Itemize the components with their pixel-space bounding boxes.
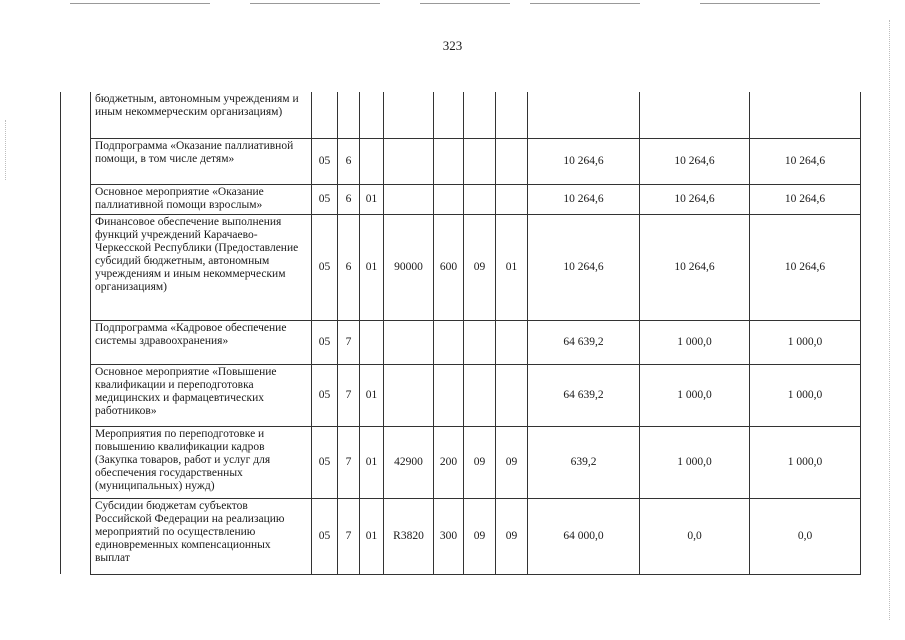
row-name: Подпрограмма «Оказание паллиативной помощи, в том числе детям» xyxy=(91,138,312,184)
code-section: 05 xyxy=(312,184,338,214)
amount-year-1: 10 264,6 xyxy=(528,138,640,184)
scan-artifact-line xyxy=(250,3,380,4)
code-event: 01 xyxy=(360,184,384,214)
row-name: Основное мероприятие «Повышение квалификации и переподготовка медицинских и фармацевтических работников» xyxy=(91,364,312,426)
code-event xyxy=(360,138,384,184)
code-chapter xyxy=(464,138,496,184)
code-subsection xyxy=(496,184,528,214)
code-expense xyxy=(434,320,464,364)
code-subsection xyxy=(496,320,528,364)
code-chapter xyxy=(464,92,496,138)
code-direction xyxy=(384,184,434,214)
budget-table xyxy=(60,92,861,575)
amount-year-2: 1 000,0 xyxy=(640,320,750,364)
code-section: 05 xyxy=(312,364,338,426)
table-row xyxy=(61,364,861,426)
amount-year-3 xyxy=(750,92,861,138)
code-subsection xyxy=(496,92,528,138)
code-expense xyxy=(434,138,464,184)
table-row xyxy=(61,138,861,184)
scan-artifact-line xyxy=(530,3,640,4)
amount-year-2: 1 000,0 xyxy=(640,364,750,426)
code-direction xyxy=(384,320,434,364)
page-number: 323 xyxy=(442,38,463,53)
code-event: 01 xyxy=(360,426,384,498)
row-name: Субсидии бюджетам субъектов Российской Федерации на реализацию мероприятий по осуществлению единовременных компенсационных выплат xyxy=(91,498,312,574)
code-subsection: 09 xyxy=(496,498,528,574)
code-subsection: 01 xyxy=(496,214,528,320)
row-name: Финансовое обеспечение выполнения функций учреждений Карачаево-Черкесской Республики (Предоставление субсидий бюджетным, автономным учреждениям и иным некоммерческим организациям) xyxy=(91,214,312,320)
code-program: 7 xyxy=(338,320,360,364)
amount-year-1: 64 639,2 xyxy=(528,364,640,426)
code-direction: 42900 xyxy=(384,426,434,498)
code-chapter: 09 xyxy=(464,426,496,498)
code-chapter xyxy=(464,184,496,214)
code-direction xyxy=(384,138,434,184)
code-expense: 600 xyxy=(434,214,464,320)
code-section: 05 xyxy=(312,426,338,498)
row-name: бюджетным, автономным учреждениям и иным некоммерческим организациям) xyxy=(91,92,312,138)
code-chapter xyxy=(464,320,496,364)
amount-year-3: 1 000,0 xyxy=(750,320,861,364)
table-row xyxy=(61,214,861,320)
code-event xyxy=(360,92,384,138)
amount-year-1 xyxy=(528,92,640,138)
code-program: 7 xyxy=(338,364,360,426)
code-section: 05 xyxy=(312,214,338,320)
row-margin-cell xyxy=(61,184,91,214)
code-chapter: 09 xyxy=(464,214,496,320)
code-expense xyxy=(434,92,464,138)
code-chapter xyxy=(464,364,496,426)
amount-year-3: 1 000,0 xyxy=(750,426,861,498)
scan-artifact-line xyxy=(420,3,510,4)
code-program: 6 xyxy=(338,184,360,214)
table-row xyxy=(61,92,861,138)
code-expense xyxy=(434,184,464,214)
scan-edge-dots xyxy=(5,120,7,180)
table-row xyxy=(61,426,861,498)
code-subsection xyxy=(496,138,528,184)
code-event: 01 xyxy=(360,214,384,320)
code-expense xyxy=(434,364,464,426)
amount-year-1: 10 264,6 xyxy=(528,214,640,320)
amount-year-3: 10 264,6 xyxy=(750,184,861,214)
code-expense: 200 xyxy=(434,426,464,498)
code-direction xyxy=(384,92,434,138)
scan-edge-dots xyxy=(889,20,891,620)
amount-year-1: 10 264,6 xyxy=(528,184,640,214)
row-margin-cell xyxy=(61,426,91,498)
code-program xyxy=(338,92,360,138)
row-margin-cell xyxy=(61,92,91,138)
amount-year-2: 10 264,6 xyxy=(640,184,750,214)
row-margin-cell xyxy=(61,138,91,184)
row-margin-cell xyxy=(61,320,91,364)
amount-year-1: 64 000,0 xyxy=(528,498,640,574)
table-row xyxy=(61,184,861,214)
row-margin-cell xyxy=(61,364,91,426)
row-name: Мероприятия по переподготовке и повышению квалификации кадров (Закупка товаров, работ и услуг для обеспечения государственных (муниципальных) нужд) xyxy=(91,426,312,498)
code-direction: 90000 xyxy=(384,214,434,320)
code-chapter: 09 xyxy=(464,498,496,574)
code-direction: R3820 xyxy=(384,498,434,574)
code-direction xyxy=(384,364,434,426)
code-event: 01 xyxy=(360,498,384,574)
amount-year-2: 0,0 xyxy=(640,498,750,574)
scan-artifact-line xyxy=(70,3,210,4)
amount-year-2: 10 264,6 xyxy=(640,214,750,320)
row-margin-cell xyxy=(61,498,91,574)
code-subsection: 09 xyxy=(496,426,528,498)
amount-year-1: 639,2 xyxy=(528,426,640,498)
row-name: Основное мероприятие «Оказание паллиативной помощи взрослым» xyxy=(91,184,312,214)
code-section: 05 xyxy=(312,320,338,364)
code-event xyxy=(360,320,384,364)
amount-year-1: 64 639,2 xyxy=(528,320,640,364)
code-expense: 300 xyxy=(434,498,464,574)
code-program: 6 xyxy=(338,138,360,184)
row-margin-cell xyxy=(61,214,91,320)
amount-year-2: 1 000,0 xyxy=(640,426,750,498)
amount-year-3: 0,0 xyxy=(750,498,861,574)
code-program: 6 xyxy=(338,214,360,320)
amount-year-3: 10 264,6 xyxy=(750,214,861,320)
amount-year-3: 10 264,6 xyxy=(750,138,861,184)
code-program: 7 xyxy=(338,426,360,498)
code-event: 01 xyxy=(360,364,384,426)
code-section: 05 xyxy=(312,498,338,574)
amount-year-3: 1 000,0 xyxy=(750,364,861,426)
code-section: 05 xyxy=(312,138,338,184)
table-row xyxy=(61,498,861,574)
scan-artifact-line xyxy=(700,3,820,4)
row-name: Подпрограмма «Кадровое обеспечение системы здравоохранения» xyxy=(91,320,312,364)
code-program: 7 xyxy=(338,498,360,574)
amount-year-2: 10 264,6 xyxy=(640,138,750,184)
amount-year-2 xyxy=(640,92,750,138)
table-row xyxy=(61,320,861,364)
code-section xyxy=(312,92,338,138)
code-subsection xyxy=(496,364,528,426)
